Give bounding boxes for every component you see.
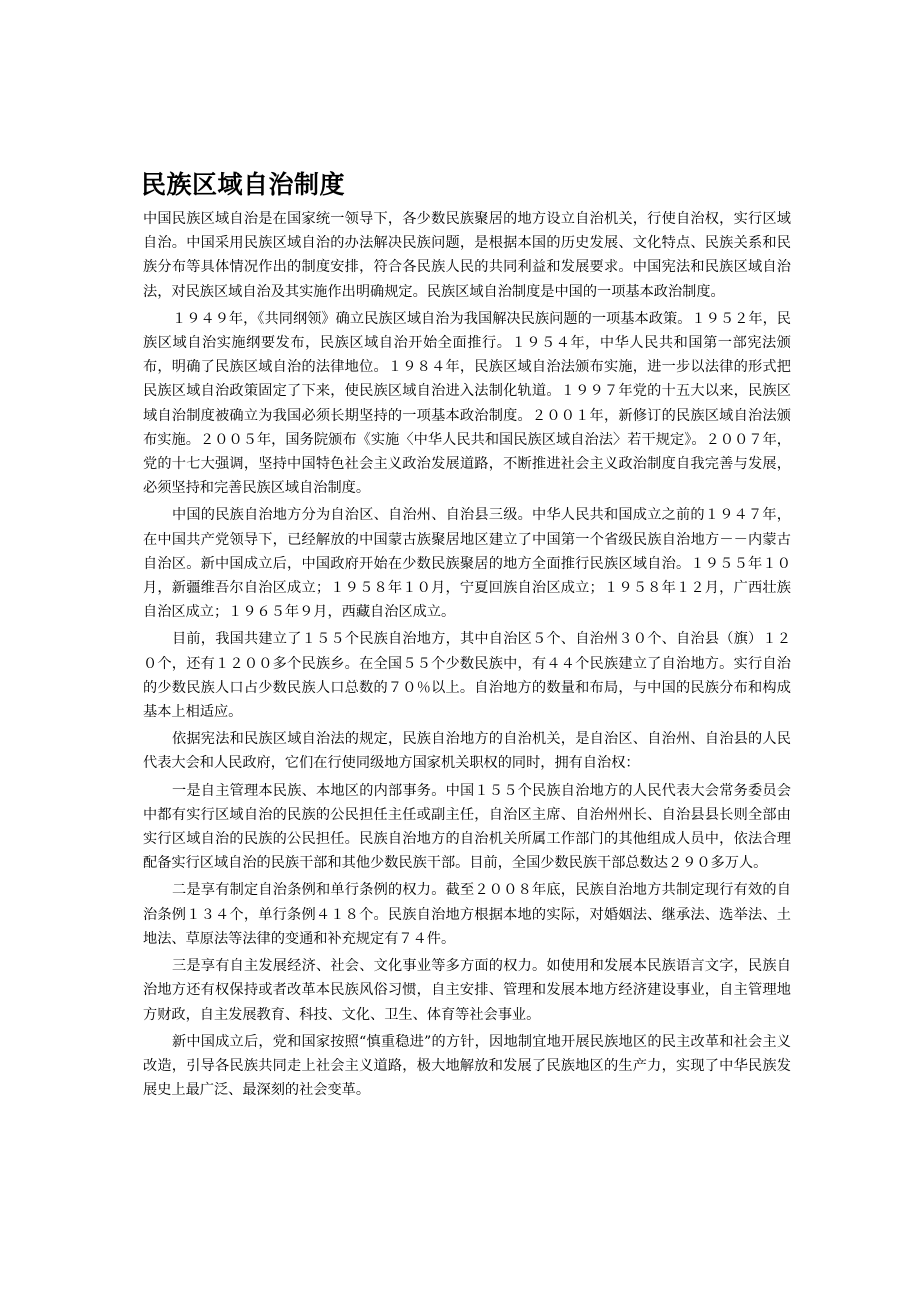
- paragraph-history: １９４９年，《共同纲领》确立民族区域自治为我国解决民族问题的一项基本政策。１９５２年，民族区域自治实施纲要发布，民族区域自治开始全面推行。１９５４年，中华人民共和国第一部宪法颁布，明确了民族区域自治的法律地位。１９８４年，民族区域自治法颁布实施，进一步以法律的形式把民族区域自治政策固定了下来，使民族区域自治进入法制化轨道。１９９７年党的十五大以来，民族区域自治制度被确立为我国必须长期坚持的一项基本政治制度。２００１年，新修订的民族区域自治法颁布实施。２００５年，国务院颁布《实施〈中华人民共和国民族区域自治法〉若干规定》。２００７年，党的十七大强调，坚持中国特色社会主义政治发展道路，不断推进社会主义政治制度自我完善与发展，必须坚持和完善民族区域自治制度。: [143, 310, 791, 497]
- paragraph-right-two: 二是享有制定自治条例和单行条例的权力。截至２００８年底，民族自治地方共制定现行有效的自治条例１３４个，单行条例４１８个。民族自治地方根据本地的实际，对婚姻法、继承法、选举法、土地法、草原法等法律的变通和补充规定有７４件。: [143, 882, 791, 947]
- paragraph-conclusion: 新中国成立后，党和国家按照“慎重稳进”的方针，因地制宜地开展民族地区的民主改革和社会主义改造，引导各民族共同走上社会主义道路，极大地解放和发展了民族地区的生产力，实现了中华民族发展史上最广泛、最深刻的社会变革。: [143, 1033, 791, 1099]
- paragraph-levels: 中国的民族自治地方分为自治区、自治州、自治县三级。中华人民共和国成立之前的１９４７年，在中国共产党领导下，已经解放的中国蒙古族聚居地区建立了中国第一个省级民族自治地方－－内蒙古自治区。新中国成立后，中国政府开始在少数民族聚居的地方全面推行民族区域自治。１９５５年１０月，新疆维吾尔自治区成立；１９５８年１０月，宁夏回族自治区成立；１９５８年１２月，广西壮族自治区成立；１９６５年９月，西藏自治区成立。: [143, 507, 791, 621]
- document-page: [143, 165, 791, 1105]
- paragraph-intro: 中国民族区域自治是在国家统一领导下，各少数民族聚居的地方设立自治机关，行使自治权，实行区域自治。中国采用民族区域自治的办法解决民族问题，是根据本国的历史发展、文化特点、民族关系和民族分布等具体情况作出的制度安排，符合各民族人民的共同利益和发展要求。中国宪法和民族区域自治法，对民族区域自治及其实施作出明确规定。民族区域自治制度是中国的一项基本政治制度。: [143, 211, 791, 300]
- paragraph-right-one: 一是自主管理本民族、本地区的内部事务。中国１５５个民族自治地方的人民代表大会常务委员会中都有实行区域自治的民族的公民担任主任或副主任，自治区主席、自治州州长、自治县县长则全部由实行区域自治的民族的公民担任。民族自治地方的自治机关所属工作部门的其他组成人员中，依法合理配备实行区域自治的民族干部和其他少数民族干部。目前，全国少数民族干部总数达２９０多万人。: [143, 782, 791, 872]
- paragraph-autonomy-organs: 依据宪法和民族区域自治法的规定，民族自治地方的自治机关，是自治区、自治州、自治县的人民代表大会和人民政府，它们在行使同级地方国家机关职权的同时，拥有自治权：: [143, 731, 791, 772]
- document-title: 民族区域自治制度: [141, 170, 346, 199]
- paragraph-right-three: 三是享有自主发展经济、社会、文化事业等多方面的权力。如使用和发展本民族语言文字，民族自治地方还有权保持或者改革本民族风俗习惯，自主安排、管理和发展本地方经济建设事业，自主管理地方财政，自主发展教育、科技、文化、卫生、体育等社会事业。: [143, 958, 791, 1023]
- paragraph-current-status: 目前，我国共建立了１５５个民族自治地方，其中自治区５个、自治州３０个、自治县（旗）１２０个，还有１２００多个民族乡。在全国５５个少数民族中，有４４个民族建立了自治地方。实行自治的少数民族人口占少数民族人口总数的７０％以上。自治地方的数量和布局，与中国的民族分布和构成基本上相适应。: [143, 631, 791, 721]
